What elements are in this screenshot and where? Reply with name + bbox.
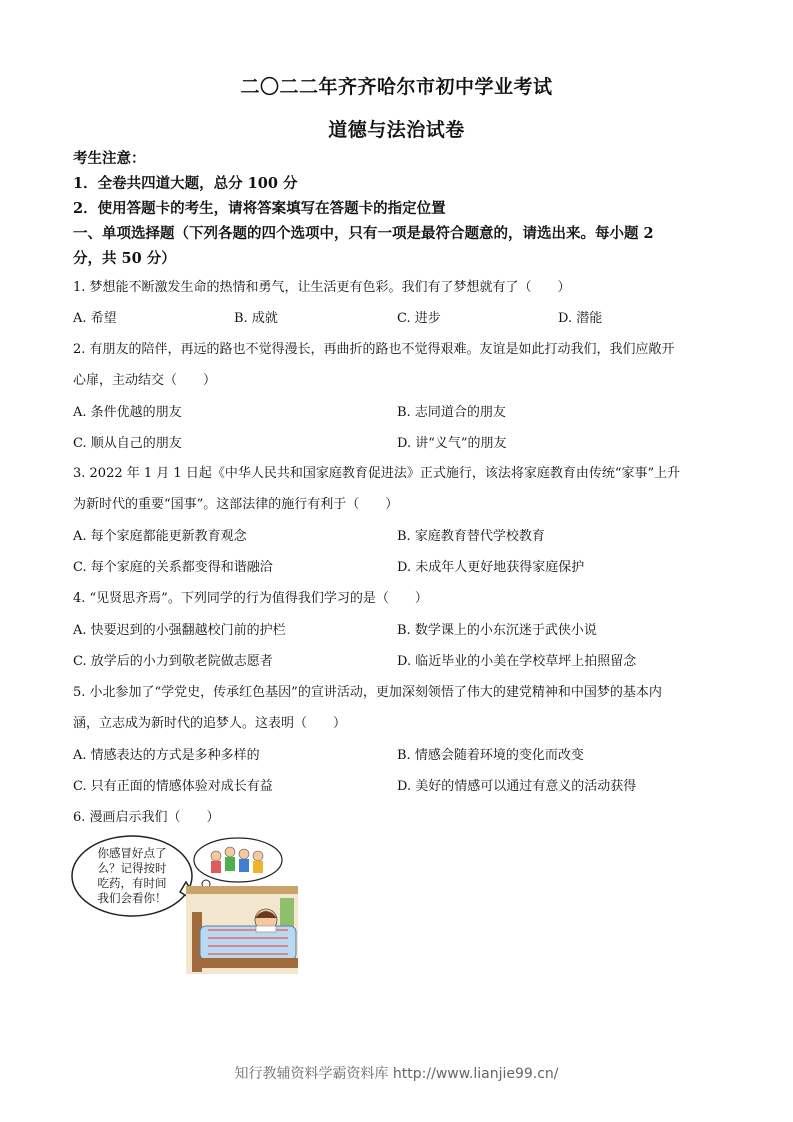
question-1-option-c[interactable]: C. 进步: [397, 311, 441, 326]
question-4-text: 4. “见贤思齐焉”。下列同学的行为值得我们学习的是（ ）: [73, 591, 428, 606]
bubble-line: 我们会看你！: [97, 891, 167, 905]
question-1-text: 1. 梦想能不断激发生命的热情和勇气，让生活更有色彩。我们有了梦想就有了（ ）: [73, 280, 571, 295]
question-3-option-d[interactable]: D. 未成年人更好地获得家庭保护: [397, 560, 585, 575]
question-2-text: 心扉，主动结交（ ）: [73, 373, 217, 388]
question-5-option-d[interactable]: D. 美好的情感可以通过有意义的活动获得: [397, 779, 637, 794]
question-4-option-d[interactable]: D. 临近毕业的小美在学校草坪上拍照留念: [397, 654, 637, 669]
question-1-option-b[interactable]: B. 成就: [234, 311, 278, 326]
question-3-text: 3. 2022 年 1 月 1 日起《中华人民共和国家庭教育促进法》正式施行，该法将家庭教育由传统“家事”上升: [73, 466, 681, 481]
room-shelf: [186, 886, 298, 894]
question-5-option-b[interactable]: B. 情感会随着环境的变化而改变: [397, 748, 584, 763]
pillow: [256, 926, 276, 932]
question-2-option-c[interactable]: C. 顺从自己的朋友: [73, 436, 182, 451]
bed-frame: [200, 958, 298, 968]
bubble-line: 么？记得按时: [97, 861, 167, 875]
bubble-line: 吃药，有时间: [97, 876, 167, 890]
question-1-option-d[interactable]: D. 潜能: [558, 311, 603, 326]
question-2-option-b[interactable]: B. 志同道合的朋友: [397, 405, 506, 420]
exam-title: 二〇二二年齐齐哈尔市初中学业考试: [240, 76, 553, 98]
comic-illustration: [68, 834, 304, 976]
question-3-option-c[interactable]: C. 每个家庭的关系都变得和谐融洽: [73, 560, 273, 575]
question-5-text: 5. 小北参加了“学党史，传承红色基因”的宣讲活动，更加深刻领悟了伟大的建党精神和中国梦的基本内: [73, 685, 662, 700]
question-1-option-a[interactable]: A. 希望: [73, 311, 117, 326]
question-3-option-b[interactable]: B. 家庭教育替代学校教育: [397, 529, 545, 544]
notes-heading: 考生注意：: [73, 150, 146, 167]
question-3-text: 为新时代的重要“国事”。这部法律的施行有利于（ ）: [73, 497, 399, 512]
bed-blanket: [200, 926, 296, 960]
room-plant: [280, 898, 294, 928]
question-4-option-c[interactable]: C. 放学后的小力到敬老院做志愿者: [73, 654, 273, 669]
bubble-line: 你感冒好点了: [97, 846, 167, 860]
comic-drawing: [68, 834, 304, 976]
note-item: 2．使用答题卡的考生，请将答案填写在答题卡的指定位置: [73, 200, 446, 217]
section-heading-line: 分，共 50 分）: [73, 250, 176, 267]
exam-subtitle: 道德与法治试卷: [328, 119, 465, 141]
question-5-option-a[interactable]: A. 情感表达的方式是多种多样的: [73, 748, 260, 763]
question-2-option-a[interactable]: A. 条件优越的朋友: [73, 405, 182, 420]
question-4-option-b[interactable]: B. 数学课上的小东沉迷于武侠小说: [397, 623, 597, 638]
question-2-text: 2. 有朋友的陪伴，再远的路也不觉得漫长，再曲折的路也不觉得艰难。友谊是如此打动我们，我们应敞开: [73, 342, 675, 357]
thought-bubble: [194, 838, 282, 882]
note-item: 1．全卷共四道大题，总分 100 分: [73, 175, 298, 192]
question-5-option-c[interactable]: C. 只有正面的情感体验对成长有益: [73, 779, 273, 794]
section-heading-line: 一、单项选择题（下列各题的四个选项中，只有一项是最符合题意的，请选出来。每小题 2: [73, 225, 654, 242]
question-5-text: 涵，立志成为新时代的追梦人。这表明（ ）: [73, 716, 347, 731]
question-3-option-a[interactable]: A. 每个家庭都能更新教育观念: [73, 529, 247, 544]
question-2-option-d[interactable]: D. 讲“义气”的朋友: [397, 436, 507, 451]
question-6-text: 6. 漫画启示我们（ ）: [73, 810, 220, 825]
footer-watermark: 知行教辅资料学霸资料库 http://www.lianjie99.cn/: [234, 1066, 559, 1082]
question-4-option-a[interactable]: A. 快要迟到的小强翻越校门前的护栏: [73, 623, 286, 638]
